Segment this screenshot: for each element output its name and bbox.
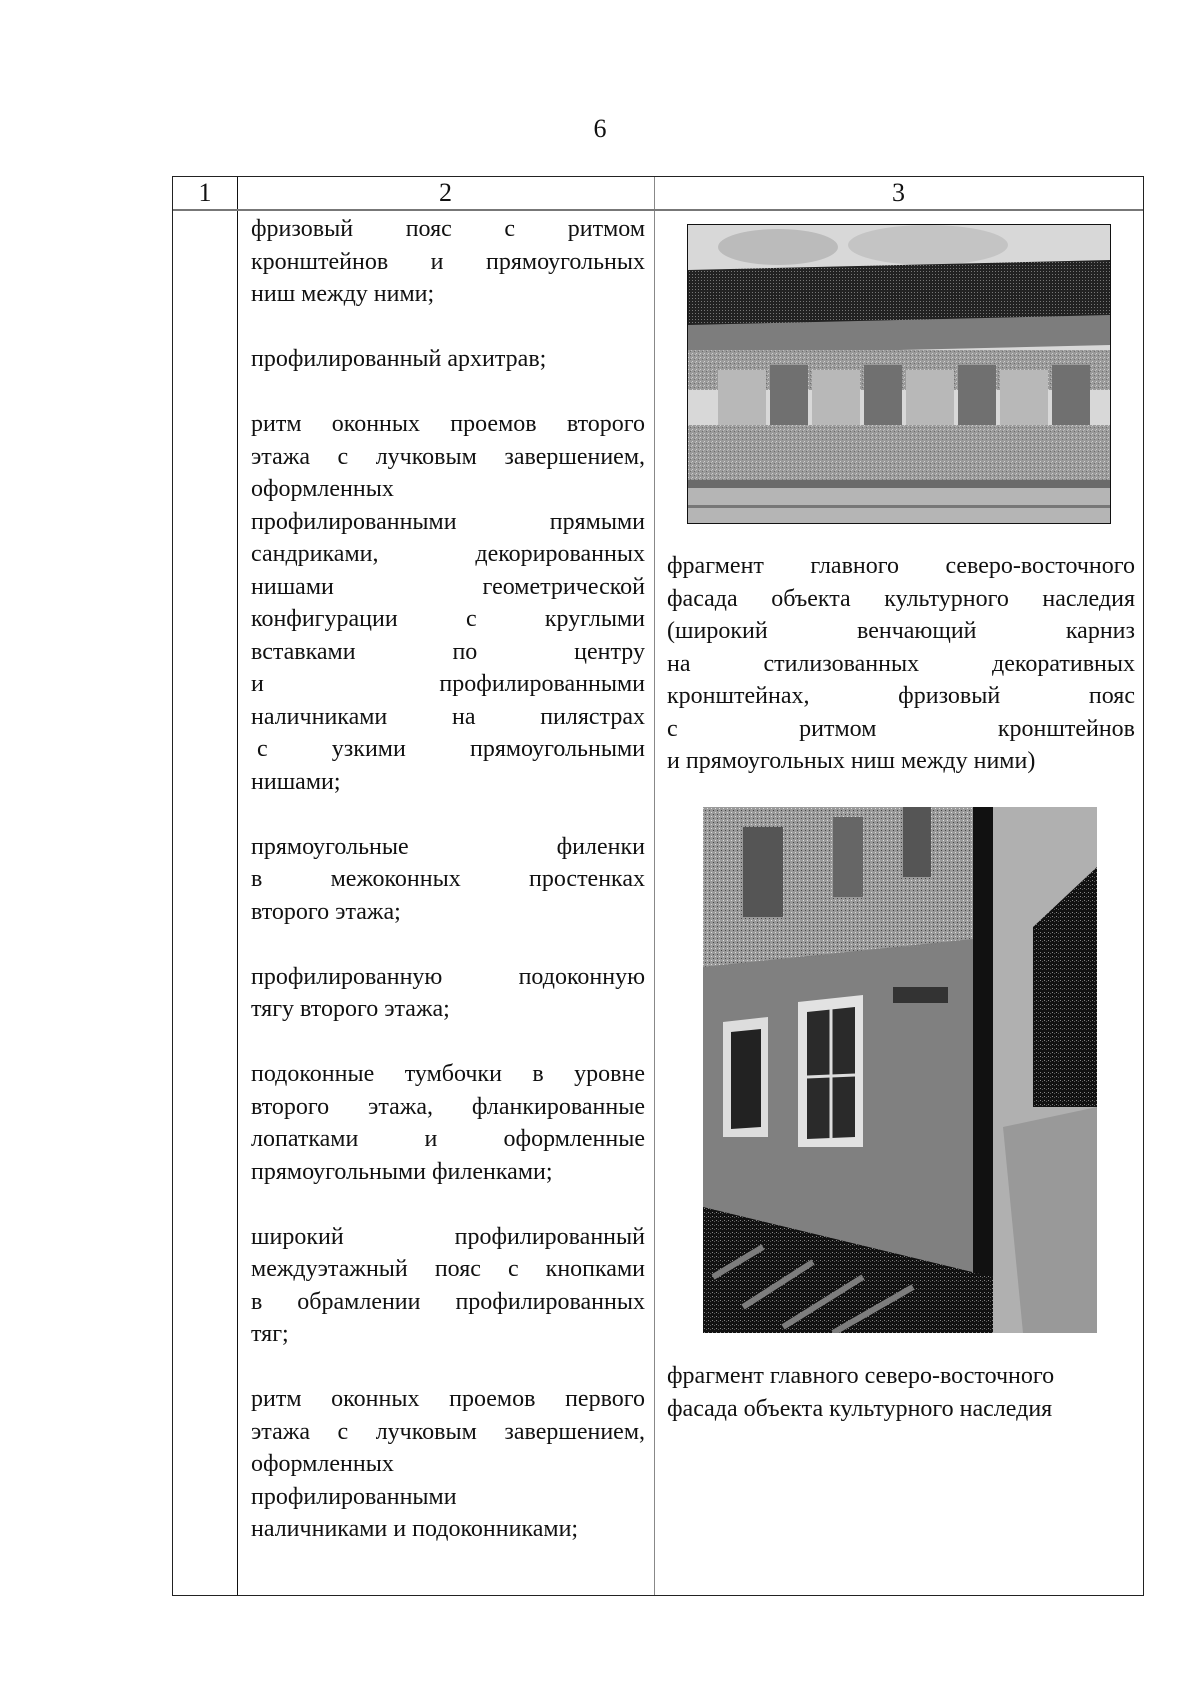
text-line: оформленных [251,476,394,502]
text-line: в межоконных простенках [251,866,645,892]
text-line: с ритмом кронштейнов [667,715,1135,742]
text-line: прямоугольными филенками; [251,1158,553,1185]
text-line: конфигурации с круглыми [251,606,645,632]
text-line: профилированный архитрав; [251,346,547,372]
text-line: вставками по центру [251,638,645,665]
text-line: кронштейнах, фризовый пояс [667,683,1135,709]
text-line: с узкими прямоугольными [257,736,645,762]
text-line: ниш между ними; [251,281,435,307]
text-line: фрагмент главного северо-восточного [667,1363,1055,1389]
feature-sill-pedestals [251,1058,645,1188]
cornice-photo-image [688,225,1111,524]
header-col-3: 3 [892,178,905,207]
text-line: второго этажа; [251,898,401,925]
text-line: широкий профилированный [251,1223,645,1250]
text-line: второго этажа, фланкированные [251,1093,645,1120]
facade-photo-caption [667,1360,1135,1425]
text-line: профилированными [251,1483,457,1510]
text-line: фризовый пояс с ритмом [251,216,645,242]
header-divider [173,209,1143,211]
text-line: подоконные тумбочки в уровне [251,1061,645,1087]
text-line: тягу второго этажа; [251,996,450,1022]
feature-architrave [251,343,645,376]
feature-second-floor-windows [251,408,645,798]
heritage-table [172,176,1144,1596]
text-line: профилированными прямыми [251,508,645,535]
feature-sill-cornice [251,961,645,1026]
feature-frieze [251,213,645,311]
facade-photo-image [703,807,1097,1333]
cornice-photo [687,224,1111,524]
text-line: междуэтажный пояс с кнопками [251,1256,645,1282]
text-line: профилированную подоконную [251,963,645,990]
text-line: наличниками и подоконниками; [251,1516,579,1542]
text-line: сандриками, декорированных [251,541,645,567]
page-number: 6 [593,114,607,143]
facade-photo [703,807,1097,1333]
header-col-1: 1 [198,178,212,207]
text-line: прямоугольные филенки [251,833,645,860]
text-line: ритм оконных проемов второго [251,411,645,437]
text-line: оформленных [251,1451,394,1477]
text-line: (широкий венчающий карниз [667,618,1135,644]
column-divider-1 [237,177,238,1595]
text-line: фрагмент главного северо-восточного [667,553,1135,579]
text-line: фасада объекта культурного наследия [667,585,1135,612]
text-line: кронштейнов и прямоугольных [251,248,645,275]
text-line: этажа с лучковым завершением, [251,1418,645,1445]
text-line: тяг; [251,1321,289,1347]
text-line: и профилированными [251,671,645,697]
text-line: нишами геометрической [251,573,645,600]
column-divider-2 [654,177,655,1595]
feature-interfloor-belt [251,1221,645,1351]
text-line: лопатками и оформленные [251,1126,645,1152]
feature-first-floor-windows [251,1383,645,1546]
text-line: наличниками на пилястрах [251,703,645,730]
feature-panels [251,831,645,929]
text-line: этажа с лучковым завершением, [251,443,645,470]
features-description [251,213,645,1578]
text-line: на стилизованных декоративных [667,650,1135,677]
text-line: и прямоугольных ниш между ними) [667,748,1036,774]
text-line: ритм оконных проемов первого [251,1386,645,1412]
cornice-photo-caption [667,550,1135,778]
header-col-2: 2 [439,178,452,207]
text-line: в обрамлении профилированных [251,1288,645,1315]
text-line: фасада объекта культурного наследия [667,1395,1053,1422]
text-line: нишами; [251,768,341,795]
